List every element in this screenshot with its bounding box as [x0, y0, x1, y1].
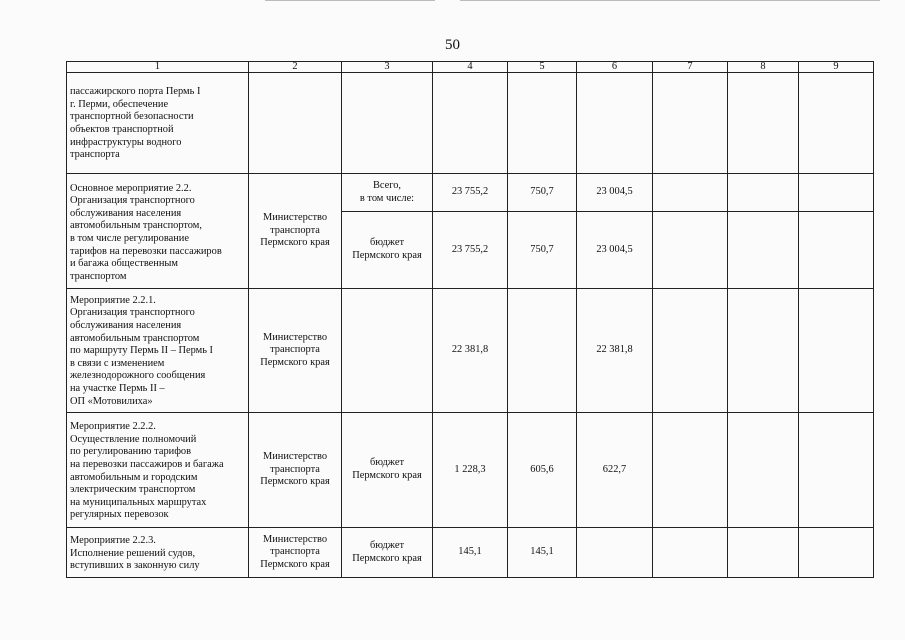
top-rule-left: [265, 0, 435, 1]
source-line: бюджет: [369, 237, 404, 249]
desc-line: Мероприятие 2.2.1.: [70, 294, 156, 306]
value-cell-6: 22 381,8: [577, 289, 653, 413]
executor-line: транспорта: [270, 224, 320, 236]
empty-cell: [728, 212, 799, 289]
data-table: [66, 61, 874, 578]
desc-line: Основное мероприятие 2.2.: [70, 182, 192, 194]
source-line: Пермского края: [352, 552, 422, 564]
measure-description: [67, 413, 249, 528]
empty-cell: [653, 289, 728, 413]
executor-line: Министерство: [262, 331, 328, 343]
col-header: 4: [433, 62, 508, 73]
source-line: бюджет: [369, 457, 404, 469]
value-cell-5: 605,6: [508, 413, 577, 528]
desc-line: ОП «Мотовилиха»: [70, 395, 153, 407]
executor-cell: [249, 413, 342, 528]
desc-line: транспортом: [70, 270, 127, 282]
desc-line: Мероприятие 2.2.3.: [70, 535, 156, 547]
desc-line: Исполнение решений судов,: [70, 547, 196, 559]
executor-line: Пермского края: [260, 356, 330, 368]
empty-cell: [342, 73, 433, 174]
empty-cell: [577, 73, 653, 174]
desc-line: обслуживания населения: [70, 320, 182, 332]
executor-cell: [249, 528, 342, 578]
col-header: 8: [728, 62, 799, 73]
value-cell-5: 750,7: [508, 212, 577, 289]
executor-line: Пермского края: [260, 237, 330, 249]
value-cell-5: 145,1: [508, 528, 577, 578]
executor-line: Министерство: [262, 533, 328, 545]
desc-line: автомобильным транспортом,: [70, 220, 202, 232]
desc-line: и багажа общественным: [70, 258, 178, 270]
desc-line: пассажирского порта Пермь I: [70, 86, 201, 98]
value-cell-6: 23 004,5: [577, 212, 653, 289]
col-header: 9: [799, 62, 874, 73]
executor-line: транспорта: [270, 344, 320, 356]
desc-line: Осуществление полномочий: [70, 433, 197, 445]
top-rule-right: [460, 0, 880, 1]
table-row: [67, 73, 874, 174]
executor-line: Министерство: [262, 451, 328, 463]
empty-cell: [799, 289, 874, 413]
empty-cell: [653, 174, 728, 212]
desc-line: по маршруту Пермь II – Пермь I: [70, 345, 214, 357]
empty-cell: [508, 289, 577, 413]
desc-line: регулярных перевозок: [70, 509, 169, 521]
table-row: [67, 289, 874, 413]
desc-line: г. Перми, обеспечение: [70, 98, 169, 110]
empty-cell: [249, 73, 342, 174]
empty-cell: [433, 73, 508, 174]
empty-cell: [799, 174, 874, 212]
executor-line: транспорта: [270, 463, 320, 475]
funding-source-cell: [342, 528, 433, 578]
desc-line: тарифов на перевозки пассажиров: [70, 245, 222, 257]
desc-line: по регулированию тарифов: [70, 446, 192, 458]
empty-cell: [508, 73, 577, 174]
empty-cell: [728, 413, 799, 528]
desc-line: Организация транспортного: [70, 195, 195, 207]
desc-line: транспортной безопасности: [70, 111, 194, 123]
desc-line: на муниципальных маршрутах: [70, 496, 207, 508]
empty-cell: [653, 413, 728, 528]
executor-line: Пермского края: [260, 476, 330, 488]
empty-cell: [653, 212, 728, 289]
desc-line: Мероприятие 2.2.2.: [70, 421, 156, 433]
desc-line: на перевозки пассажиров и багажа: [70, 458, 224, 470]
funding-source-cell: [342, 174, 433, 212]
table-row: [67, 528, 874, 578]
measure-description: [67, 528, 249, 578]
funding-source-cell: [342, 413, 433, 528]
col-header: 5: [508, 62, 577, 73]
executor-cell: [249, 174, 342, 289]
desc-line: в связи с изменением: [70, 357, 165, 369]
desc-line: Организация транспортного: [70, 307, 195, 319]
table-row: [67, 174, 874, 212]
source-line: Всего,: [372, 179, 402, 191]
empty-cell: [728, 528, 799, 578]
funding-source-cell: [342, 212, 433, 289]
desc-line: железнодорожного сообщения: [70, 370, 206, 382]
empty-cell: [577, 528, 653, 578]
col-header: 3: [342, 62, 433, 73]
desc-line: транспорта: [70, 149, 120, 161]
source-line: в том числе:: [359, 192, 415, 204]
value-cell-6: 622,7: [577, 413, 653, 528]
page-number: 50: [445, 37, 460, 53]
empty-cell: [799, 73, 874, 174]
empty-cell: [799, 413, 874, 528]
source-line: бюджет: [369, 539, 404, 551]
source-line: Пермского края: [352, 250, 422, 261]
col-header: 7: [653, 62, 728, 73]
empty-cell: [799, 212, 874, 289]
empty-cell: [728, 289, 799, 413]
executor-cell: [249, 289, 342, 413]
value-cell-4: 145,1: [433, 528, 508, 578]
executor-line: транспорта: [270, 546, 320, 558]
empty-cell: [653, 73, 728, 174]
empty-cell: [728, 174, 799, 212]
value-cell-5: 750,7: [508, 174, 577, 212]
desc-line: обслуживания населения: [70, 207, 182, 219]
value-cell-6: 23 004,5: [577, 174, 653, 212]
empty-cell: [342, 289, 433, 413]
value-cell-4: 22 381,8: [433, 289, 508, 413]
value-cell-4: 23 755,2: [433, 174, 508, 212]
header-row: [67, 62, 874, 73]
measure-description: [67, 73, 249, 174]
desc-line: автомобильным и городским: [70, 471, 198, 483]
value-cell-4: 23 755,2: [433, 212, 508, 289]
empty-cell: [799, 528, 874, 578]
desc-line: в том числе регулирование: [70, 233, 189, 244]
col-header: 1: [67, 62, 249, 73]
value-cell-4: 1 228,3: [433, 413, 508, 528]
measure-description: [67, 174, 249, 289]
executor-line: Министерство: [262, 212, 328, 224]
table-row: [67, 413, 874, 528]
desc-line: вступивших в законную силу: [70, 560, 200, 572]
empty-cell: [728, 73, 799, 174]
col-header: 6: [577, 62, 653, 73]
desc-line: инфраструктуры водного: [70, 136, 182, 148]
empty-cell: [653, 528, 728, 578]
col-header: 2: [249, 62, 342, 73]
desc-line: автомобильным транспортом: [70, 332, 200, 344]
source-line: Пермского края: [352, 470, 422, 481]
desc-line: объектов транспортной: [70, 124, 174, 135]
desc-line: электрическим транспортом: [70, 484, 196, 496]
measure-description: [67, 289, 249, 413]
desc-line: на участке Пермь II –: [70, 382, 165, 394]
executor-line: Пермского края: [260, 558, 330, 570]
